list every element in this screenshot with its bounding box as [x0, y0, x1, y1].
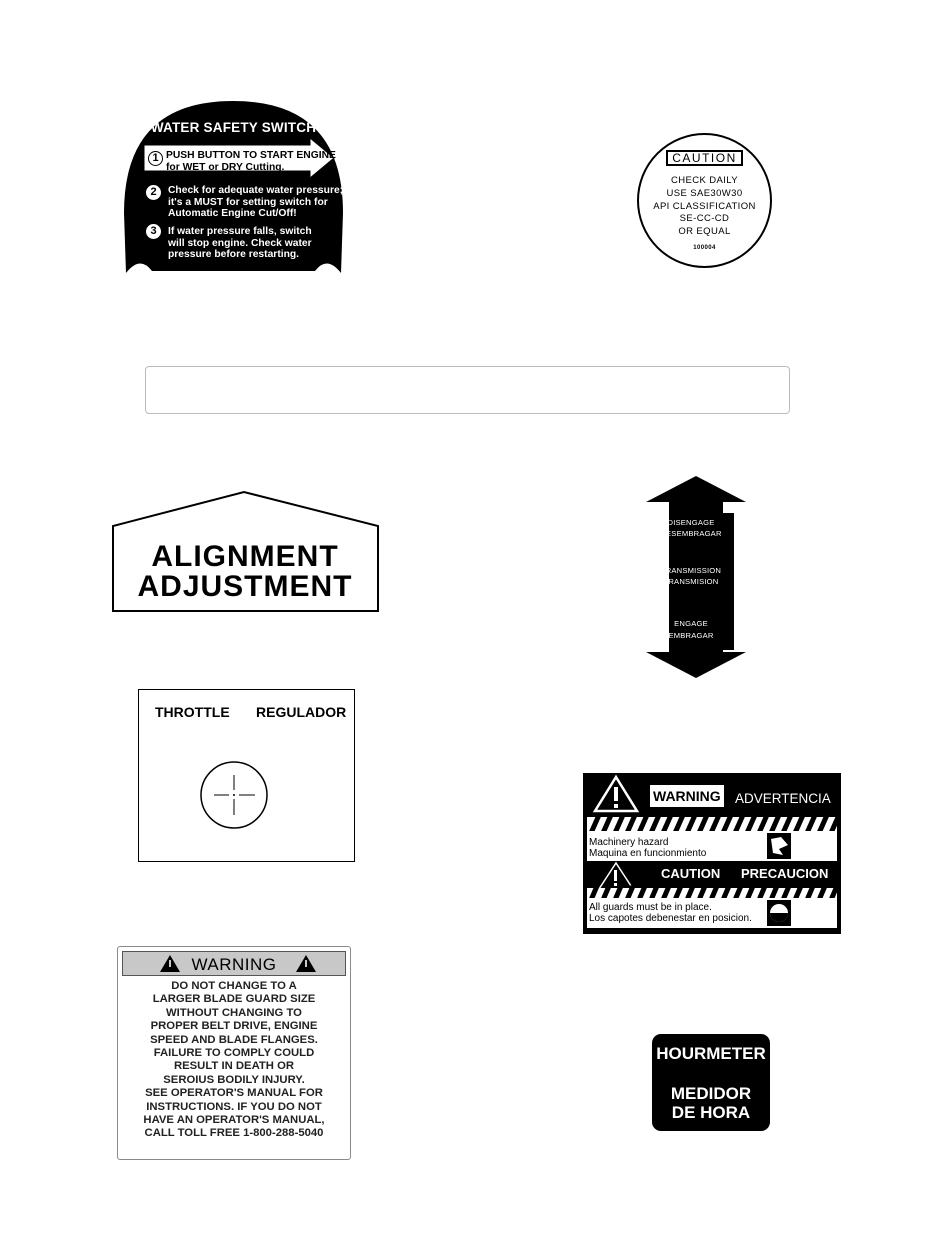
step-2-line3: Automatic Engine Cut/Off!	[168, 208, 297, 219]
warning-word: WARNING	[653, 788, 721, 804]
disengage-text: DISENGAGE	[667, 518, 715, 527]
step-3-text	[168, 226, 312, 261]
blade-warning-line: SPEED AND BLADE FLANGES.	[150, 1033, 318, 1046]
blade-warning-line: FAILURE TO COMPLY COULD	[153, 1047, 315, 1060]
disengage-es-text: DESEMBRAGAR	[660, 529, 722, 538]
caution-part-number: 100004	[693, 245, 716, 251]
de-hora-text: DE HORA	[671, 1103, 751, 1122]
hazard-es-text: Maquina en funcionmiento	[589, 848, 707, 859]
blade-warning-line: LARGER BLADE GUARD SIZE	[152, 993, 316, 1006]
blade-warning-line: CALL TOLL FREE 1-800-288-5040	[144, 1127, 324, 1140]
step-3-line2: will stop engine. Check water	[168, 237, 312, 249]
advertencia-word: ADVERTENCIA	[735, 791, 831, 806]
precaucion-word: PRECAUCION	[741, 866, 829, 881]
blade-warning-line: RESULT IN DEATH OR	[173, 1060, 295, 1073]
empty-frame	[145, 366, 790, 414]
alignment-line-2: ADJUSTMENT	[137, 570, 353, 603]
caution-oil-label	[637, 133, 772, 268]
alignment-adjustment-label	[110, 490, 380, 613]
transmission-text: TRANSMISSION	[660, 566, 722, 575]
hazard-en-text: Machinery hazard	[589, 837, 669, 848]
step-3-line3: pressure before restarting.	[168, 249, 300, 260]
throttle-text: THROTTLE	[155, 704, 230, 720]
blade-warning-line: HAVE AN OPERATOR'S MANUAL,	[143, 1114, 325, 1127]
caution-line-3: API CLASSIFICATION	[653, 201, 756, 212]
throttle-knob-crosshair-icon	[138, 689, 355, 862]
blade-warning-title: WARNING	[191, 955, 277, 974]
step-2-line1: Check for adequate water pressure;	[168, 185, 344, 196]
engage-es-text: EMBRAGAR	[668, 631, 714, 640]
blade-warning-body	[122, 980, 346, 1141]
water-safety-title: WATER SAFETY SWITCH	[150, 120, 317, 135]
hourmeter-text: HOURMETER	[656, 1044, 766, 1063]
caution-word: CAUTION	[661, 866, 721, 881]
transmission-es-text: TRANSMISION	[663, 577, 719, 586]
water-safety-switch-decal	[122, 101, 345, 273]
throttle-label	[138, 689, 355, 862]
engage-text: ENGAGE	[674, 619, 708, 628]
machinery-warning-decal	[583, 773, 841, 934]
step-3-line1: If water pressure falls, switch	[168, 226, 312, 237]
warning-header-bar	[122, 951, 346, 976]
blade-warning-line: SEE OPERATOR'S MANUAL FOR	[145, 1087, 323, 1100]
step-1-line1: PUSH BUTTON TO START ENGINE	[166, 150, 336, 161]
caution-line-1: CHECK DAILY	[670, 175, 739, 186]
step-2-number: 2	[146, 185, 161, 200]
step-1-number: 1	[148, 151, 163, 166]
blade-warning-line: SEROIUS BODILY INJURY.	[163, 1073, 305, 1086]
step-2-text	[168, 185, 343, 220]
alignment-line-1: ALIGNMENT	[151, 540, 339, 573]
caution-line-4: SE-CC-CD	[679, 213, 730, 224]
hourmeter-label	[652, 1034, 770, 1131]
step-1-line2: for WET or DRY Cutting.	[166, 161, 285, 173]
blade-guard-warning-label	[117, 946, 351, 1160]
blade-warning-line: DO NOT CHANGE TO A	[171, 980, 297, 992]
regulador-text: REGULADOR	[256, 704, 347, 720]
step-2-line2: it's a MUST for setting switch for	[168, 196, 328, 208]
caution-title: CAUTION	[666, 150, 743, 166]
medidor-text: MEDIDOR	[670, 1084, 752, 1103]
caution-line-2: USE SAE30W30	[666, 188, 743, 199]
transmission-decal	[646, 476, 746, 678]
step-3-number: 3	[146, 224, 161, 239]
guards-en-text: All guards must be in place.	[589, 902, 712, 913]
caution-line-5: OR EQUAL	[678, 226, 731, 237]
guards-es-text: Los capotes debenestar en posicion.	[589, 913, 752, 924]
blade-warning-line: WITHOUT CHANGING TO	[166, 1006, 302, 1019]
step-1-text	[166, 150, 336, 173]
blade-warning-line: PROPER BELT DRIVE, ENGINE	[150, 1020, 318, 1033]
blade-warning-line: INSTRUCTIONS. IF YOU DO NOT	[146, 1100, 322, 1113]
